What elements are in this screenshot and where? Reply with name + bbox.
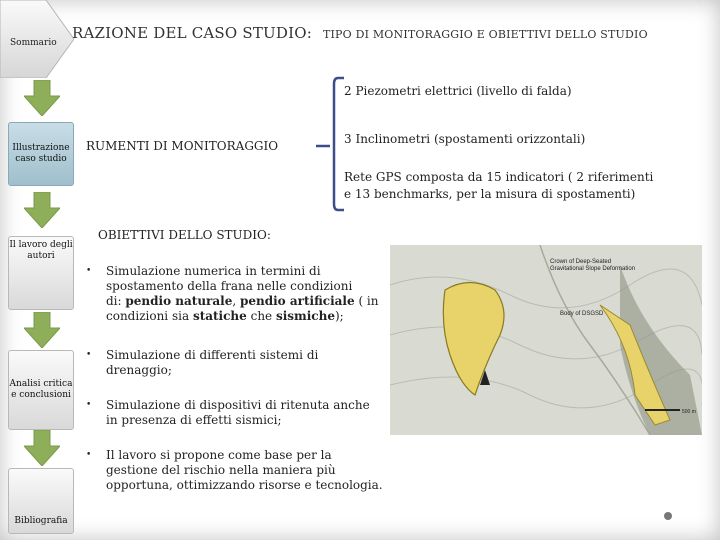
nav-lavoro-label: Il lavoro degli autori bbox=[9, 240, 73, 261]
page-indicator-dot bbox=[664, 512, 672, 520]
page-title-main: RAZIONE DEL CASO STUDIO: bbox=[72, 24, 312, 42]
objective-line: opportuna, ottimizzando risorse e tecnologia. bbox=[106, 478, 383, 492]
text-run: condizioni sia bbox=[106, 309, 193, 323]
bold-run: pendio artificiale bbox=[239, 294, 355, 308]
bracket-connector bbox=[316, 76, 346, 212]
bullet-icon: • bbox=[86, 350, 92, 360]
nav-sommario[interactable]: Sommario bbox=[10, 38, 57, 48]
instruments-label: RUMENTI DI MONITORAGGIO bbox=[86, 139, 279, 153]
text-run: di: bbox=[106, 294, 126, 308]
text-run: , bbox=[232, 294, 240, 308]
bullet-icon: • bbox=[86, 400, 92, 410]
map-label-crown2: Gravitational Slope Deformation bbox=[550, 266, 636, 272]
nav-illustrazione-label: Illustrazione caso studio bbox=[12, 143, 70, 164]
objective-line: gestione del rischio nella maniera più bbox=[106, 463, 336, 477]
text-run: ); bbox=[334, 309, 344, 323]
map-label-body: Body of DSGSD bbox=[560, 311, 604, 317]
instrument-gps-2: e 13 benchmarks, per la misura di spostamenti) bbox=[344, 187, 636, 201]
objective-line: in presenza di effetti sismici; bbox=[106, 413, 282, 427]
objective-line: drenaggio; bbox=[106, 363, 172, 377]
page-title bbox=[72, 24, 648, 42]
objective-line: spostamento della frana nelle condizioni bbox=[106, 279, 353, 293]
bold-run: pendio naturale bbox=[125, 294, 233, 308]
objective-line: Simulazione di differenti sistemi di bbox=[106, 348, 319, 362]
nav-analisi[interactable] bbox=[8, 350, 74, 430]
landslide-map-image bbox=[390, 245, 702, 435]
objective-line bbox=[106, 309, 391, 324]
map-label-crown: Crown of Deep-Seated bbox=[550, 259, 612, 265]
text-run: ( in bbox=[354, 294, 379, 308]
instrument-piezometri: 2 Piezometri elettrici (livello di falda) bbox=[344, 84, 572, 98]
objective-text bbox=[106, 348, 391, 378]
bullet-icon: • bbox=[86, 450, 92, 460]
objective-text bbox=[106, 398, 391, 428]
nav-analisi-label: Analisi critica e conclusioni bbox=[9, 379, 73, 400]
objective-line bbox=[106, 294, 391, 309]
down-arrow-icon bbox=[24, 80, 60, 116]
text-run: che bbox=[246, 309, 276, 323]
bullet-icon: • bbox=[86, 266, 92, 276]
objective-line: Simulazione numerica in termini di bbox=[106, 264, 321, 278]
objective-line: Il lavoro si propone come base per la bbox=[106, 448, 332, 462]
bold-run: sismiche bbox=[275, 309, 335, 323]
nav-lavoro[interactable] bbox=[8, 236, 74, 310]
down-arrow-icon bbox=[24, 192, 60, 228]
page-title-sub: TIPO DI MONITORAGGIO E OBIETTIVI DELLO STUDIO bbox=[322, 28, 648, 41]
objective-text bbox=[106, 448, 391, 493]
map-label-scale: 500 m bbox=[682, 409, 696, 415]
nav-illustrazione[interactable] bbox=[8, 122, 74, 186]
instrument-inclinometri: 3 Inclinometri (spostamenti orizzontali) bbox=[344, 132, 586, 146]
nav-bibliografia-label: Bibliografia bbox=[14, 515, 68, 526]
nav-bibliografia[interactable] bbox=[8, 468, 74, 534]
down-arrow-icon bbox=[24, 312, 60, 348]
down-arrow-icon bbox=[24, 430, 60, 466]
instrument-gps-1: Rete GPS composta da 15 indicatori ( 2 riferimenti bbox=[344, 170, 654, 184]
objectives-title: OBIETTIVI DELLO STUDIO: bbox=[98, 228, 271, 242]
bold-run: statiche bbox=[192, 309, 247, 323]
objective-line: Simulazione di dispositivi di ritenuta anche bbox=[106, 398, 370, 412]
objective-text bbox=[106, 264, 391, 324]
